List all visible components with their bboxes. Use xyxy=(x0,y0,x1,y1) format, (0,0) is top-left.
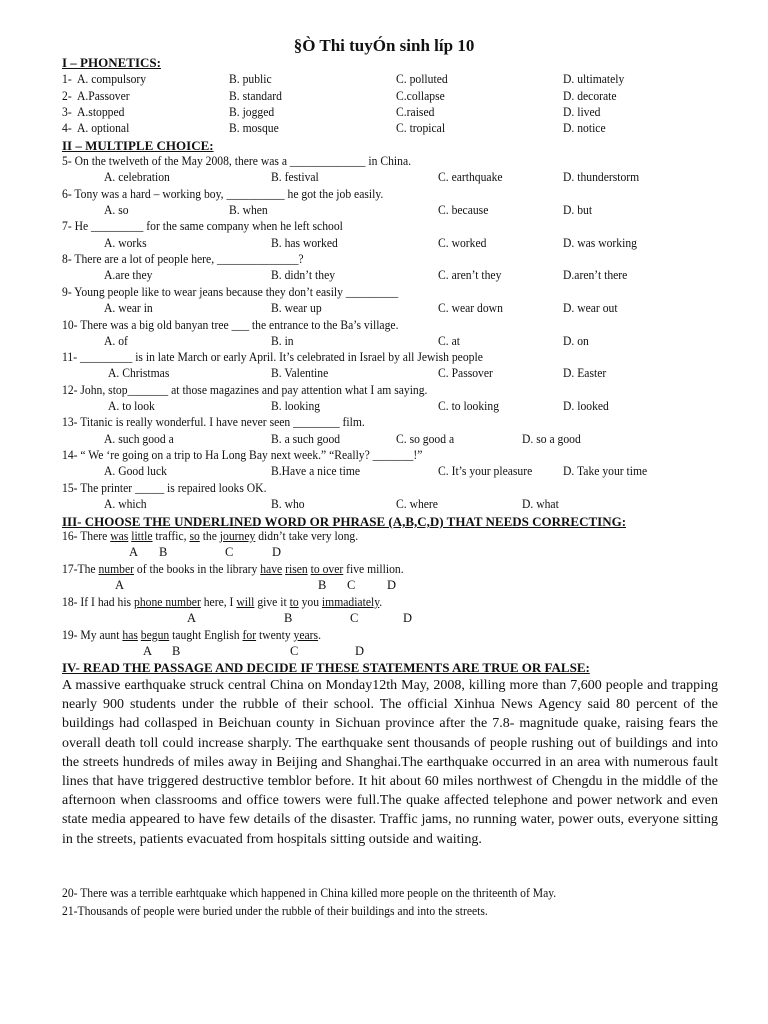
option-b: B. a such good xyxy=(271,432,341,446)
option-d: D. notice xyxy=(563,121,606,135)
option-d: D. Easter xyxy=(563,366,607,380)
option-c: C. at xyxy=(438,334,460,348)
option-c: C. where xyxy=(396,497,438,511)
option-a: A.are they xyxy=(104,268,153,282)
option-d: D. what xyxy=(522,497,559,511)
question-15: 15- The printer _____ is repaired looks OK. xyxy=(62,481,267,495)
question-16: 16- There was little traffic, so the journey didn’t take very long. xyxy=(62,529,359,543)
underlined-b: begun xyxy=(140,628,170,642)
option-a: A. celebration xyxy=(104,170,170,184)
underlined-a: number xyxy=(98,562,135,576)
section-phonetics-heading: I – PHONETICS: xyxy=(62,55,161,70)
question-number: 1- xyxy=(62,72,72,86)
section-correcting-heading: III- CHOOSE THE UNDERLINED WORD OR PHRASE (A,B,C,D) THAT NEEDS CORRECTING: xyxy=(62,514,627,529)
question-5: 5- On the twelveth of the May 2008, there was a _____________ in China. xyxy=(62,154,412,168)
option-b: B. Valentine xyxy=(271,366,329,380)
option-b: B. mosque xyxy=(229,121,279,135)
option-a: A. of xyxy=(104,334,128,348)
option-c: C. earthquake xyxy=(438,170,503,184)
option-c: C. worked xyxy=(438,236,487,250)
letter-b: B xyxy=(284,611,293,625)
option-c: C. to looking xyxy=(438,399,500,413)
option-d: D. wear out xyxy=(563,301,618,315)
option-c: C. because xyxy=(438,203,489,217)
option-d: D. Take your time xyxy=(563,464,648,478)
exam-title: §Ò Thi tuyÓn sinh líp 10 xyxy=(293,36,475,55)
statement-21: 21-Thousands of people were buried under the rubble of their buildings and into the streets. xyxy=(62,904,488,918)
option-b: B.Have a nice time xyxy=(271,464,361,478)
reading-passage: A massive earthquake struck central China on Monday12th May, 2008, killing more than 7,600 people and trapping nearly 900 students under the rubble of their school. The official Xinhua News Agency said 80 percent of the buildings had collasped in Beichuan county in Sichuan province after the 7.8- magnitude quake, raising fears the overall death toll could increase sharply. The earthquake sent thousands of people rushing out of buildings and into the streets hundreds of miles away in Beijing and Shanghai.The earthquake occurred in an area with numerous fault lines that have triggered destructive temblor before. It hit about 60 miles northwest of Chengdu in the middle of the afternoon when classrooms and office towers were full.The quake affected telephone and power network and even state media appeared to have few details of the disaster. Traffic jams, no running water, power outs, everyone sitting in the streets, patients evacuated from hospitals sitting outside and waiting. xyxy=(62,678,718,847)
option-b: B. who xyxy=(271,497,305,511)
option-a: A.Passover xyxy=(77,89,130,103)
option-a: A. so xyxy=(104,203,129,217)
letter-a: A xyxy=(115,578,125,592)
underlined-b: little xyxy=(131,529,153,543)
underlined-a: has xyxy=(122,628,138,642)
underlined-d: journey xyxy=(219,529,256,543)
option-b: B. public xyxy=(229,72,272,86)
question-6: 6- Tony was a hard – working boy, __________ he got the job easily. xyxy=(62,187,384,201)
option-d: D. so a good xyxy=(522,432,581,446)
question-12: 12- John, stop_______ at those magazines and pay attention what I am saying. xyxy=(62,383,428,397)
option-a: A.stopped xyxy=(77,105,125,119)
option-c: C.collapse xyxy=(396,89,445,103)
letter-a: A xyxy=(143,644,153,658)
option-c: C. polluted xyxy=(396,72,448,86)
option-a: A. optional xyxy=(77,121,130,135)
question-18: 18- If I had his phone number here, I will give it to you immadiately. xyxy=(62,595,383,609)
question-number: 4- xyxy=(62,121,72,135)
question-9: 9- Young people like to wear jeans because they don’t easily _________ xyxy=(62,285,399,299)
option-b: B. looking xyxy=(271,399,321,413)
underlined-d: years xyxy=(293,628,319,642)
option-b: B. has worked xyxy=(271,236,338,250)
question-14: 14- “ We ‘re going on a trip to Ha Long Bay next week.” “Really? _______!” xyxy=(62,448,423,462)
statement-20: 20- There was a terrible earhtquake which happened in China killed more people on the thriteenth of May. xyxy=(62,886,557,900)
option-c: C. aren’t they xyxy=(438,268,502,282)
option-c: C. It’s your pleasure xyxy=(438,464,533,478)
option-d: D. looked xyxy=(563,399,609,413)
letter-c: C xyxy=(225,545,234,559)
option-c: C. tropical xyxy=(396,121,446,135)
section-multiple-choice-heading: II – MULTIPLE CHOICE: xyxy=(62,138,214,153)
letter-a: A xyxy=(129,545,139,559)
option-d: D. on xyxy=(563,334,589,348)
letter-d: D xyxy=(403,611,413,625)
option-a: A. to look xyxy=(108,399,155,413)
option-b: B. when xyxy=(229,203,268,217)
letter-b: B xyxy=(172,644,181,658)
option-b: B. didn’t they xyxy=(271,268,336,282)
letter-a: A xyxy=(187,611,197,625)
option-a: A. Christmas xyxy=(108,366,170,380)
underlined-b: have xyxy=(260,562,283,576)
letter-d: D xyxy=(355,644,365,658)
letter-c: C xyxy=(290,644,299,658)
question-7: 7- He _________ for the same company when he left school xyxy=(62,219,343,233)
option-b: B. jogged xyxy=(229,105,275,119)
option-a: A. which xyxy=(104,497,147,511)
question-19: 19- My aunt has begun taught English for twenty years. xyxy=(62,628,321,642)
question-number: 3- xyxy=(62,105,72,119)
option-b: B. festival xyxy=(271,170,319,184)
option-d: D. but xyxy=(563,203,593,217)
underlined-c: so xyxy=(189,529,200,543)
option-d: D. was working xyxy=(563,236,637,250)
option-d: D. lived xyxy=(563,105,601,119)
letter-c: C xyxy=(347,578,356,592)
option-c: C. so good a xyxy=(396,432,455,446)
option-b: B. standard xyxy=(229,89,282,103)
option-c: C. wear down xyxy=(438,301,503,315)
option-a: A. compulsory xyxy=(77,72,147,86)
question-11: 11- _________ is in late March or early April. It’s celebrated in Israel by all Jewish people xyxy=(62,350,483,364)
option-a: A. Good luck xyxy=(104,464,167,478)
option-d: D. thunderstorm xyxy=(563,170,640,184)
letter-c: C xyxy=(350,611,359,625)
option-a: A. such good a xyxy=(104,432,174,446)
letter-b: B xyxy=(318,578,327,592)
letter-b: B xyxy=(159,545,168,559)
underlined-d: to over xyxy=(310,562,344,576)
option-c: C. Passover xyxy=(438,366,493,380)
question-8: 8- There are a lot of people here, ______________? xyxy=(62,252,304,266)
option-c: C.raised xyxy=(396,105,435,119)
underlined-c: to xyxy=(289,595,299,609)
underlined-b: will xyxy=(236,595,255,609)
underlined-a: was xyxy=(110,529,129,543)
option-d: D. ultimately xyxy=(563,72,625,86)
option-b: B. in xyxy=(271,334,294,348)
underlined-c: for xyxy=(242,628,257,642)
option-b: B. wear up xyxy=(271,301,322,315)
section-reading-heading: IV- READ THE PASSAGE AND DECIDE IF THESE STATEMENTS ARE TRUE OR FALSE: xyxy=(62,660,590,675)
option-a: A. works xyxy=(104,236,147,250)
underlined-c: risen xyxy=(285,562,308,576)
question-number: 2- xyxy=(62,89,72,103)
letter-d: D xyxy=(272,545,282,559)
option-a: A. wear in xyxy=(104,301,153,315)
question-17: 17-The number of the books in the library have risen to over five million. xyxy=(62,562,404,576)
question-13: 13- Titanic is really wonderful. I have never seen ________ film. xyxy=(62,415,365,429)
underlined-a: phone number xyxy=(134,595,201,609)
question-10: 10- There was a big old banyan tree ___ the entrance to the Ba’s village. xyxy=(62,318,399,332)
option-d: D. decorate xyxy=(563,89,617,103)
underlined-d: immadiately xyxy=(321,595,380,609)
option-d: D.aren’t there xyxy=(563,268,628,282)
letter-d: D xyxy=(387,578,397,592)
